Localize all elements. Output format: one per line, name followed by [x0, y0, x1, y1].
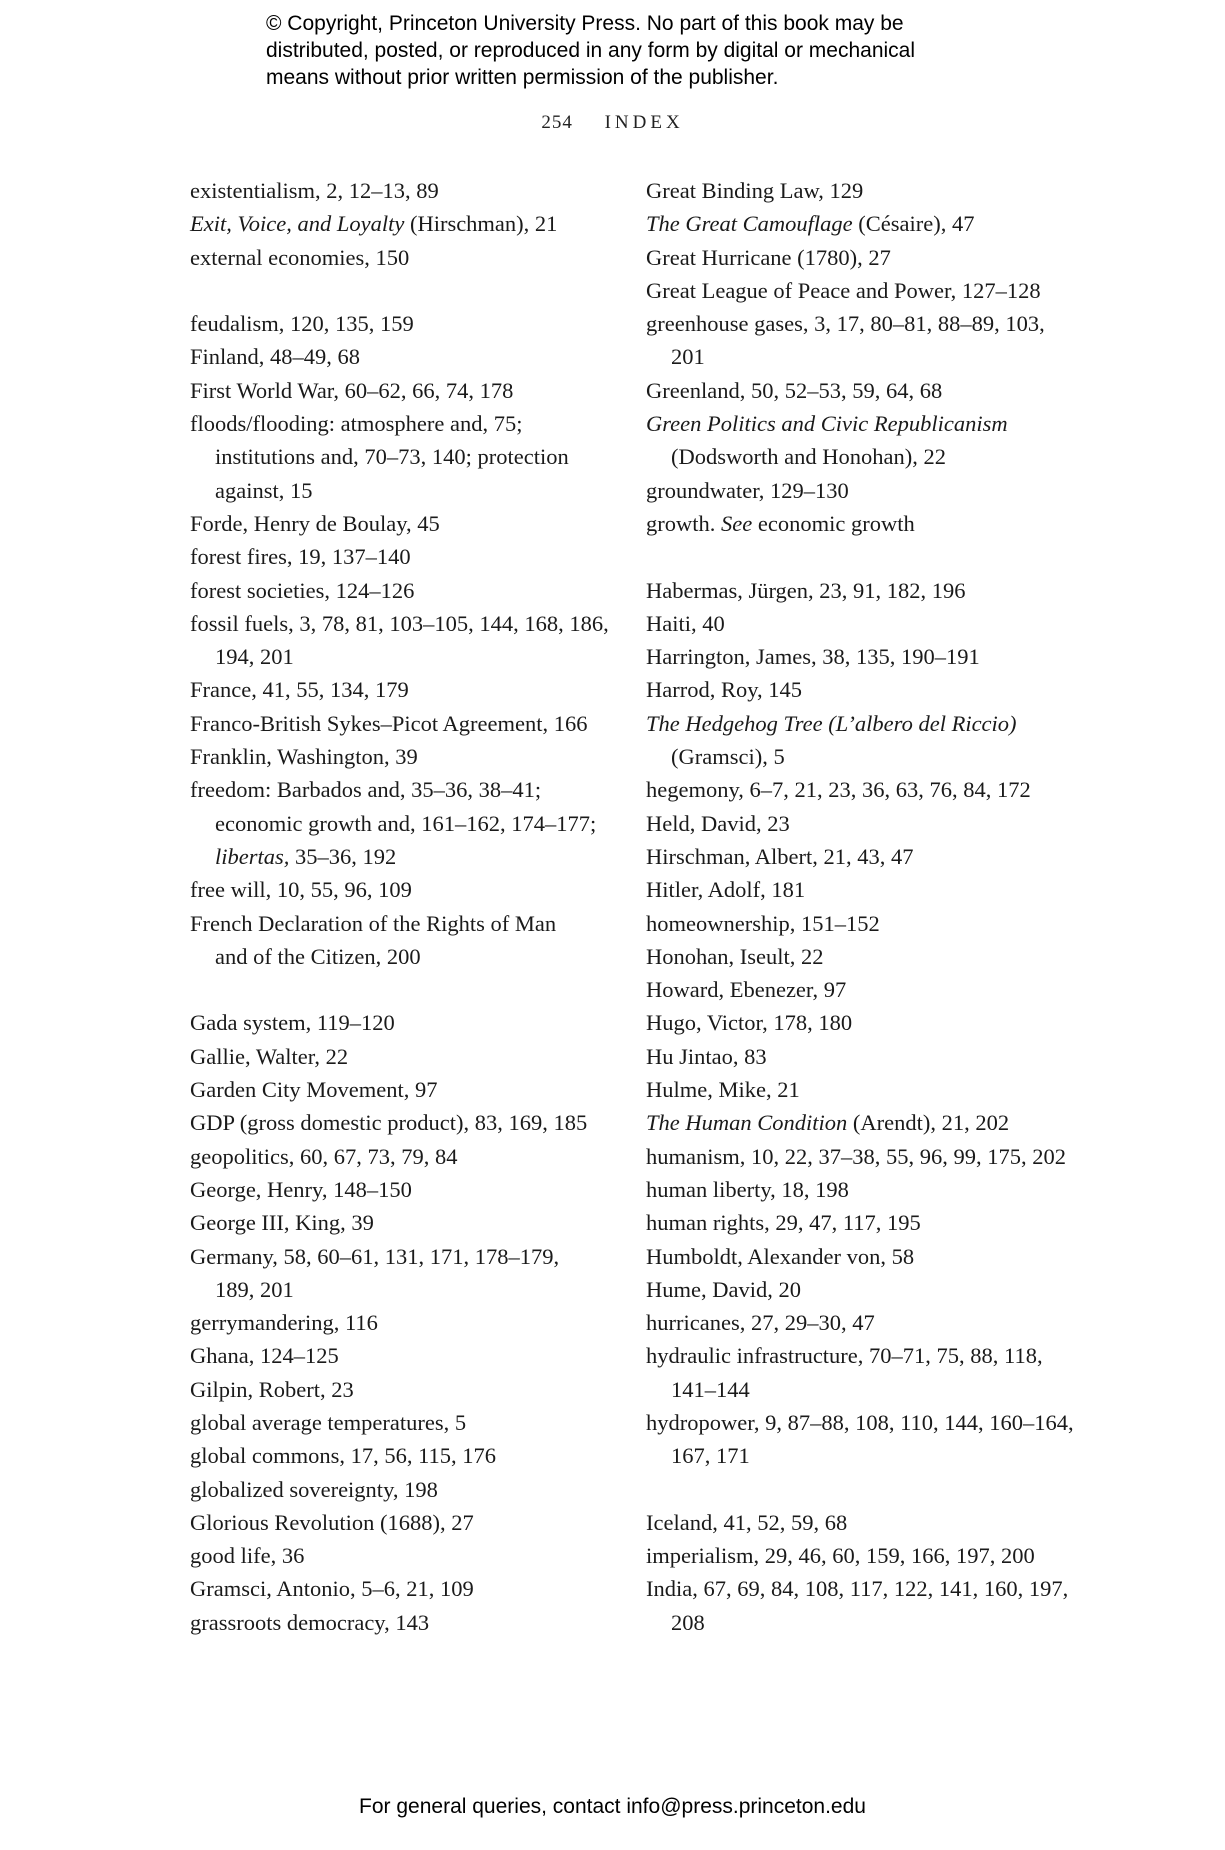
entry-text: hydraulic infrastructure, 70–71, 75, 88, 118, [646, 1343, 1043, 1369]
entry-text: Hitler, Adolf, 181 [646, 877, 806, 903]
index-entry-line [190, 1373, 620, 1406]
index-entry [190, 241, 620, 274]
index-entry-line [646, 1173, 1086, 1206]
index-entry-line [190, 607, 620, 640]
running-head [0, 112, 1225, 134]
entry-text: hurricanes, 27, 29–30, 47 [646, 1310, 875, 1336]
entry-text: homeownership, 151–152 [646, 910, 880, 936]
index-entry-line [646, 807, 1086, 840]
index-entry [190, 1140, 620, 1173]
index-entry [646, 1406, 1086, 1473]
index-entry [646, 274, 1086, 307]
index-entry-line [190, 407, 620, 440]
entry-text: economic growth and, 161–162, 174–177; [215, 810, 597, 836]
index-entry-line [190, 340, 620, 373]
entry-text: Glorious Revolution (1688), 27 [190, 1509, 474, 1535]
index-entry [646, 1073, 1086, 1106]
index-entry [190, 1173, 620, 1206]
index-entry [646, 574, 1086, 607]
entry-text: Gramsci, Antonio, 5–6, 21, 109 [190, 1576, 474, 1602]
index-entry-continuation [646, 740, 1086, 773]
index-entry-line [646, 707, 1086, 740]
index-entry-continuation [646, 340, 1086, 373]
entry-text: against, 15 [215, 477, 313, 503]
entry-text: First World War, 60–62, 66, 74, 178 [190, 377, 514, 403]
entry-text: Habermas, Jürgen, 23, 91, 182, 196 [646, 577, 966, 603]
index-entry [190, 740, 620, 773]
index-entry-line [646, 1273, 1086, 1306]
index-entry-continuation [646, 1439, 1086, 1472]
entry-text: groundwater, 129–130 [646, 477, 849, 503]
index-entry-line [190, 1606, 620, 1639]
entry-text: 35–36, 192 [289, 843, 397, 869]
index-entry [646, 407, 1086, 474]
italic-text: The Hedgehog Tree (L’albero del Riccio) [646, 710, 1017, 736]
index-entry [646, 1572, 1086, 1639]
entry-text: Hume, David, 20 [646, 1276, 801, 1302]
index-entry-line [646, 1206, 1086, 1239]
index-entry [646, 1306, 1086, 1339]
index-entry [646, 507, 1086, 540]
index-entry-line [190, 1006, 620, 1039]
index-entry [646, 673, 1086, 706]
entry-text: Harrod, Roy, 145 [646, 677, 803, 703]
entry-text: 201 [671, 344, 705, 370]
index-entry-continuation [190, 640, 620, 673]
entry-text: economic growth [752, 510, 915, 536]
index-entry-line [646, 1306, 1086, 1339]
index-entry-continuation [646, 1373, 1086, 1406]
index-entry-line [190, 1140, 620, 1173]
index-entry [646, 1506, 1086, 1539]
index-entry-line [190, 307, 620, 340]
footer-contact: For general queries, contact info@press.princeton.edu [359, 1795, 866, 1818]
index-entry-line [646, 1006, 1086, 1039]
index-entry-line [646, 507, 1086, 540]
index-entry [190, 1572, 620, 1605]
entry-text: good life, 36 [190, 1543, 305, 1569]
index-entry-continuation [190, 440, 620, 473]
index-entry [190, 540, 620, 573]
italic-text: The Great Camouflage [646, 211, 853, 237]
index-entry-continuation [190, 1273, 620, 1306]
index-entry [646, 1273, 1086, 1306]
index-entry [190, 307, 620, 340]
index-entry-line [190, 574, 620, 607]
index-column-right [646, 174, 1086, 1639]
entry-text: 141–144 [671, 1376, 750, 1402]
index-entry [646, 207, 1086, 240]
entry-text: globalized sovereignty, 198 [190, 1476, 438, 1502]
index-entry-line [646, 1339, 1086, 1372]
index-entry [646, 1539, 1086, 1572]
index-entry [646, 174, 1086, 207]
page-number: 254 [541, 112, 573, 133]
entry-text: George III, King, 39 [190, 1210, 374, 1236]
entry-text: global commons, 17, 56, 115, 176 [190, 1443, 497, 1469]
index-entry [646, 1339, 1086, 1406]
index-entry [190, 207, 620, 240]
letter-group-gap [646, 540, 1086, 573]
entry-text: feudalism, 120, 135, 159 [190, 311, 414, 337]
index-entry-continuation [646, 1606, 1086, 1639]
copyright-notice [266, 10, 1026, 91]
index-entry-line [646, 607, 1086, 640]
entry-text: Hu Jintao, 83 [646, 1043, 767, 1069]
index-entry [646, 1106, 1086, 1139]
entry-text: grassroots democracy, 143 [190, 1609, 430, 1635]
index-entry [646, 840, 1086, 873]
index-entry-line [190, 773, 620, 806]
italic-text: Exit, Voice, and Loyalty [190, 211, 405, 237]
index-entry-line [646, 873, 1086, 906]
index-entry [646, 1206, 1086, 1239]
index-entry-line [646, 640, 1086, 673]
entry-text: Haiti, 40 [646, 610, 725, 636]
entry-text: Hugo, Victor, 178, 180 [646, 1010, 853, 1036]
index-entry-continuation [190, 940, 620, 973]
index-entry [190, 1473, 620, 1506]
index-entry-line [190, 1506, 620, 1539]
entry-text: free will, 10, 55, 96, 109 [190, 877, 412, 903]
letter-group-gap [646, 1473, 1086, 1506]
entry-text: (Gramsci), 5 [671, 744, 785, 770]
entry-text: Germany, 58, 60–61, 131, 171, 178–179, [190, 1243, 560, 1269]
entry-text: 194, 201 [215, 644, 294, 670]
index-entry-line [646, 474, 1086, 507]
index-entry [190, 707, 620, 740]
index-entry-line [190, 507, 620, 540]
index-entry-line [646, 907, 1086, 940]
section-title: INDEX [604, 112, 684, 133]
entry-text: Humboldt, Alexander von, 58 [646, 1243, 915, 1269]
index-entry [646, 607, 1086, 640]
index-entry [190, 1506, 620, 1539]
index-entry [646, 1140, 1086, 1173]
entry-text: George, Henry, 148–150 [190, 1176, 412, 1202]
index-entry [190, 374, 620, 407]
entry-text: geopolitics, 60, 67, 73, 79, 84 [190, 1143, 458, 1169]
index-entry [646, 1240, 1086, 1273]
index-entry-line [190, 540, 620, 573]
entry-text: freedom: Barbados and, 35–36, 38–41; [190, 777, 542, 803]
index-entry-line [190, 207, 620, 240]
index-entry [646, 1173, 1086, 1206]
index-entry-continuation [190, 474, 620, 507]
index-entry [646, 241, 1086, 274]
index-entry-line [190, 1339, 620, 1372]
entry-text: Iceland, 41, 52, 59, 68 [646, 1509, 848, 1535]
index-entry-line [646, 274, 1086, 307]
entry-text: Ghana, 124–125 [190, 1343, 339, 1369]
index-entry [190, 1373, 620, 1406]
italic-text: See [721, 510, 753, 536]
index-entry [646, 907, 1086, 940]
entry-text: gerrymandering, 116 [190, 1310, 378, 1336]
entry-text: (Césaire), 47 [852, 211, 975, 237]
entry-text: global average temperatures, 5 [190, 1409, 467, 1435]
index-entry-line [190, 873, 620, 906]
index-entry-line [190, 907, 620, 940]
entry-text: Franco-British Sykes–Picot Agreement, 166 [190, 710, 588, 736]
index-entry-line [190, 1173, 620, 1206]
index-entry-line [646, 1406, 1086, 1439]
italic-text: The Human Condition [646, 1110, 848, 1136]
entry-text: Honohan, Iseult, 22 [646, 943, 824, 969]
index-entry-line [646, 973, 1086, 1006]
index-entry-line [190, 1106, 620, 1139]
index-entry-line [646, 207, 1086, 240]
entry-text: hegemony, 6–7, 21, 23, 36, 63, 76, 84, 172 [646, 777, 1031, 803]
index-entry [190, 1040, 620, 1073]
entry-text: (Hirschman), 21 [404, 211, 558, 237]
entry-text: (Dodsworth and Honohan), 22 [671, 444, 946, 470]
entry-text: greenhouse gases, 3, 17, 80–81, 88–89, 103, [646, 311, 1045, 337]
index-entry [190, 1073, 620, 1106]
letter-group-gap [190, 274, 620, 307]
index-entry [190, 773, 620, 873]
index-entry [190, 1606, 620, 1639]
entry-text: Gilpin, Robert, 23 [190, 1376, 354, 1402]
index-entry [646, 773, 1086, 806]
index-entry [190, 1206, 620, 1239]
index-entry-line [190, 374, 620, 407]
index-entry [646, 807, 1086, 840]
index-entry [190, 1006, 620, 1039]
index-entry-line [190, 1439, 620, 1472]
index-entry-line [190, 1572, 620, 1605]
entry-text: Finland, 48–49, 68 [190, 344, 361, 370]
index-entry-line [646, 374, 1086, 407]
entry-text: Howard, Ebenezer, 97 [646, 977, 847, 1003]
index-entry [190, 607, 620, 674]
entry-text: forest societies, 124–126 [190, 577, 415, 603]
entry-text: humanism, 10, 22, 37–38, 55, 96, 99, 175, 202 [646, 1143, 1066, 1169]
index-entry-line [646, 241, 1086, 274]
entry-text: growth. [646, 510, 721, 536]
index-entry [190, 1306, 620, 1339]
index-entry-line [190, 673, 620, 706]
index-entry-line [646, 1073, 1086, 1106]
copyright-line: means without prior written permission of the publisher. [266, 66, 779, 89]
index-entry-line [190, 174, 620, 207]
index-entry [190, 507, 620, 540]
italic-text: libertas, [215, 843, 290, 869]
entry-text: Held, David, 23 [646, 810, 790, 836]
index-entry [646, 973, 1086, 1006]
entry-text: India, 67, 69, 84, 108, 117, 122, 141, 160, 197, [646, 1576, 1069, 1602]
index-entry [646, 374, 1086, 407]
entry-text: Harrington, James, 38, 135, 190–191 [646, 644, 980, 670]
index-entry [190, 1106, 620, 1139]
index-entry-line [190, 1473, 620, 1506]
index-entry-line [646, 773, 1086, 806]
index-entry-line [646, 307, 1086, 340]
entry-text: existentialism, 2, 12–13, 89 [190, 178, 439, 203]
index-entry [190, 1406, 620, 1439]
index-entry-line [646, 840, 1086, 873]
entry-text: hydropower, 9, 87–88, 108, 110, 144, 160–164, [646, 1409, 1074, 1435]
index-entry-line [646, 940, 1086, 973]
index-entry [190, 1439, 620, 1472]
index-entry-line [646, 574, 1086, 607]
index-entry-line [646, 1140, 1086, 1173]
entry-text: Hirschman, Albert, 21, 43, 47 [646, 843, 914, 869]
entry-text: France, 41, 55, 134, 179 [190, 677, 409, 703]
entry-text: GDP (gross domestic product), 83, 169, 185 [190, 1110, 588, 1136]
entry-text: Gada system, 119–120 [190, 1010, 395, 1036]
index-entry-continuation [646, 440, 1086, 473]
index-entry-line [646, 1240, 1086, 1273]
entry-text: Forde, Henry de Boulay, 45 [190, 510, 440, 536]
index-column-left [190, 174, 620, 1639]
index-entry-line [646, 174, 1086, 207]
entry-text: Greenland, 50, 52–53, 59, 64, 68 [646, 377, 943, 403]
index-entry [646, 474, 1086, 507]
index-entry-line [646, 1106, 1086, 1139]
entry-text: Franklin, Washington, 39 [190, 744, 418, 770]
index-entry [190, 340, 620, 373]
entry-text: floods/flooding: atmosphere and, 75; [190, 411, 523, 437]
entry-text: and of the Citizen, 200 [215, 943, 421, 969]
entry-text: fossil fuels, 3, 78, 81, 103–105, 144, 168, 186, [190, 610, 609, 636]
index-entry-line [190, 241, 620, 274]
index-entry [190, 174, 620, 207]
index-entry-continuation [190, 807, 620, 840]
entry-text: Gallie, Walter, 22 [190, 1043, 349, 1069]
index-entry-line [190, 1073, 620, 1106]
index-entry [646, 307, 1086, 374]
entry-text: Hulme, Mike, 21 [646, 1077, 800, 1103]
index-entry [190, 673, 620, 706]
index-entry-line [646, 1539, 1086, 1572]
index-entry [646, 1040, 1086, 1073]
entry-text: institutions and, 70–73, 140; protection [215, 444, 569, 470]
index-entry-line [190, 1040, 620, 1073]
index-entry [646, 640, 1086, 673]
entry-text: Great Hurricane (1780), 27 [646, 244, 891, 270]
index-entry [190, 1339, 620, 1372]
entry-text: external economies, 150 [190, 244, 410, 270]
index-entry [190, 574, 620, 607]
index-entry-line [190, 707, 620, 740]
index-entry-line [646, 673, 1086, 706]
index-entry-line [646, 1572, 1086, 1605]
index-entry-line [646, 1040, 1086, 1073]
entry-text: 167, 171 [671, 1443, 750, 1469]
index-entry [646, 940, 1086, 973]
entry-text: human liberty, 18, 198 [646, 1176, 849, 1202]
index-entry [190, 873, 620, 906]
entry-text: Garden City Movement, 97 [190, 1077, 438, 1103]
entry-text: forest fires, 19, 137–140 [190, 544, 411, 570]
entry-text: 208 [671, 1609, 705, 1635]
entry-text: Great Binding Law, 129 [646, 178, 864, 203]
index-entry [646, 707, 1086, 774]
entry-text: human rights, 29, 47, 117, 195 [646, 1210, 921, 1236]
entry-text: French Declaration of the Rights of Man [190, 910, 557, 936]
entry-text: imperialism, 29, 46, 60, 159, 166, 197, 200 [646, 1543, 1035, 1569]
copyright-line: © Copyright, Princeton University Press. No part of this book may be [266, 12, 904, 35]
index-entry-line [190, 1306, 620, 1339]
entry-text: Great League of Peace and Power, 127–128 [646, 277, 1041, 303]
index-entry-line [190, 1240, 620, 1273]
index-entry-line [646, 407, 1086, 440]
index-entry-line [190, 1206, 620, 1239]
letter-group-gap [190, 973, 620, 1006]
index-entry [190, 907, 620, 974]
index-entry-line [646, 1506, 1086, 1539]
entry-text: (Arendt), 21, 202 [847, 1110, 1010, 1136]
index-entry-line [190, 740, 620, 773]
index-entry [190, 407, 620, 507]
entry-text: 189, 201 [215, 1276, 294, 1302]
index-entry-line [190, 1539, 620, 1572]
index-entry-line [190, 1406, 620, 1439]
index-entry [190, 1240, 620, 1307]
index-entry [646, 1006, 1086, 1039]
copyright-line: distributed, posted, or reproduced in any form by digital or mechanical [266, 39, 916, 62]
index-entry [646, 873, 1086, 906]
index-entry [190, 1539, 620, 1572]
italic-text: Green Politics and Civic Republicanism [646, 411, 1008, 437]
index-entry-continuation [190, 840, 620, 873]
